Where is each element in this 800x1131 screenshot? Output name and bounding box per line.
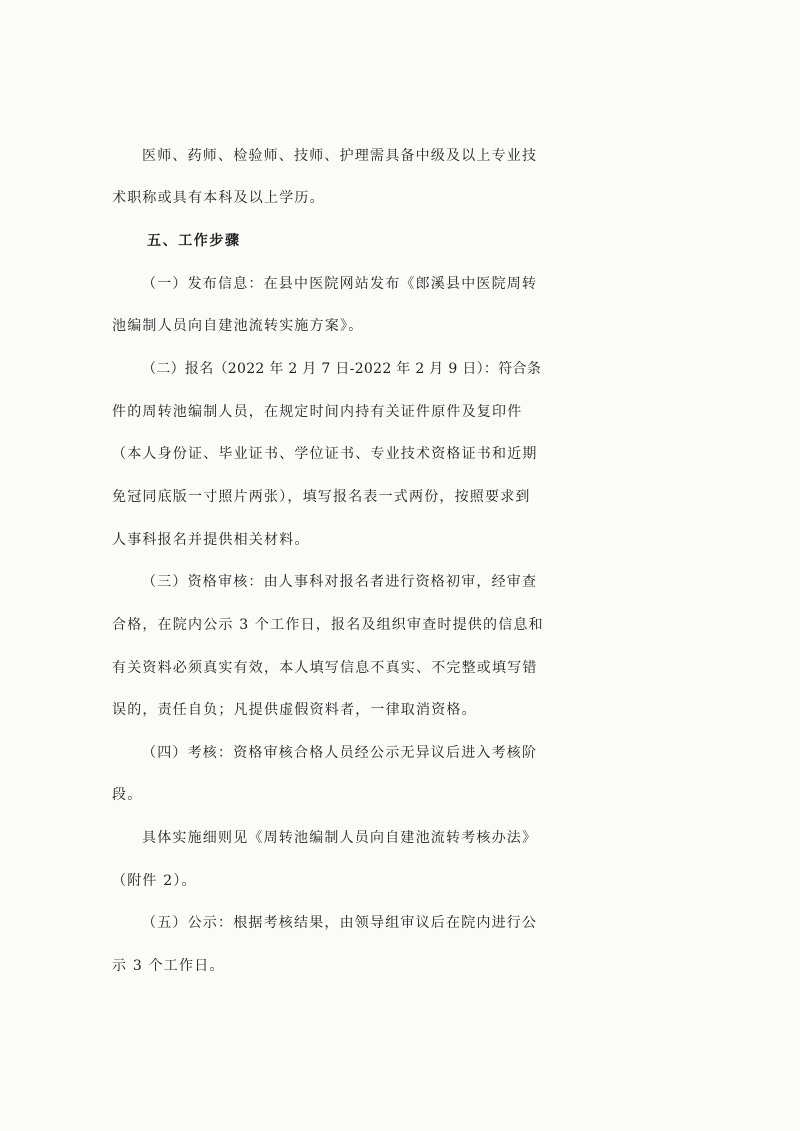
text-line: 段。 [112, 787, 143, 803]
text-line: 人事科报名并提供相关材料。 [112, 532, 310, 548]
text-line: （四）考核：资格审核合格人员经公示无异议后进入考核阶 [142, 745, 538, 761]
text-line: （二）报名（2022 年 2 月 7 日-2022 年 2 月 9 日）：符合条 [142, 361, 542, 377]
text-line: （一）发布信息：在县中医院网站发布《郎溪县中医院周转 [142, 276, 538, 292]
text-line: 示 3 个工作日。 [112, 958, 225, 974]
text-line: （三）资格审核：由人事科对报名者进行资格初审，经审查 [142, 574, 538, 590]
text-line: 术职称或具有本科及以上学历。 [112, 190, 325, 206]
text-line: 件的周转池编制人员，在规定时间内持有关证件原件及复印件 [112, 404, 523, 420]
text-line: 池编制人员向自建池流转实施方案》。 [112, 318, 364, 334]
text-line: 医师、药师、检验师、技师、护理需具备中级及以上专业技 [142, 148, 538, 164]
text-line: （本人身份证、毕业证书、学位证书、专业技术资格证书和近期 [112, 446, 538, 462]
text-line: 合格，在院内公示 3 个工作日，报名及组织审查时提供的信息和 [112, 617, 544, 633]
text-line: 有关资料必须真实有效，本人填写信息不真实、不完整或填写错 [112, 660, 538, 676]
section-heading: 五、工作步骤 [147, 233, 241, 249]
text-line: （附件 2）。 [112, 873, 197, 889]
text-line: 免冠同底版一寸照片两张），填写报名表一式两份，按照要求到 [112, 489, 531, 505]
text-line: 误的，责任自负；凡提供虚假资料者，一律取消资格。 [112, 702, 477, 718]
text-line: 具体实施细则见《周转池编制人员向自建池流转考核办法》 [142, 830, 538, 846]
text-line: （五）公示：根据考核结果，由领导组审议后在院内进行公 [142, 915, 538, 931]
